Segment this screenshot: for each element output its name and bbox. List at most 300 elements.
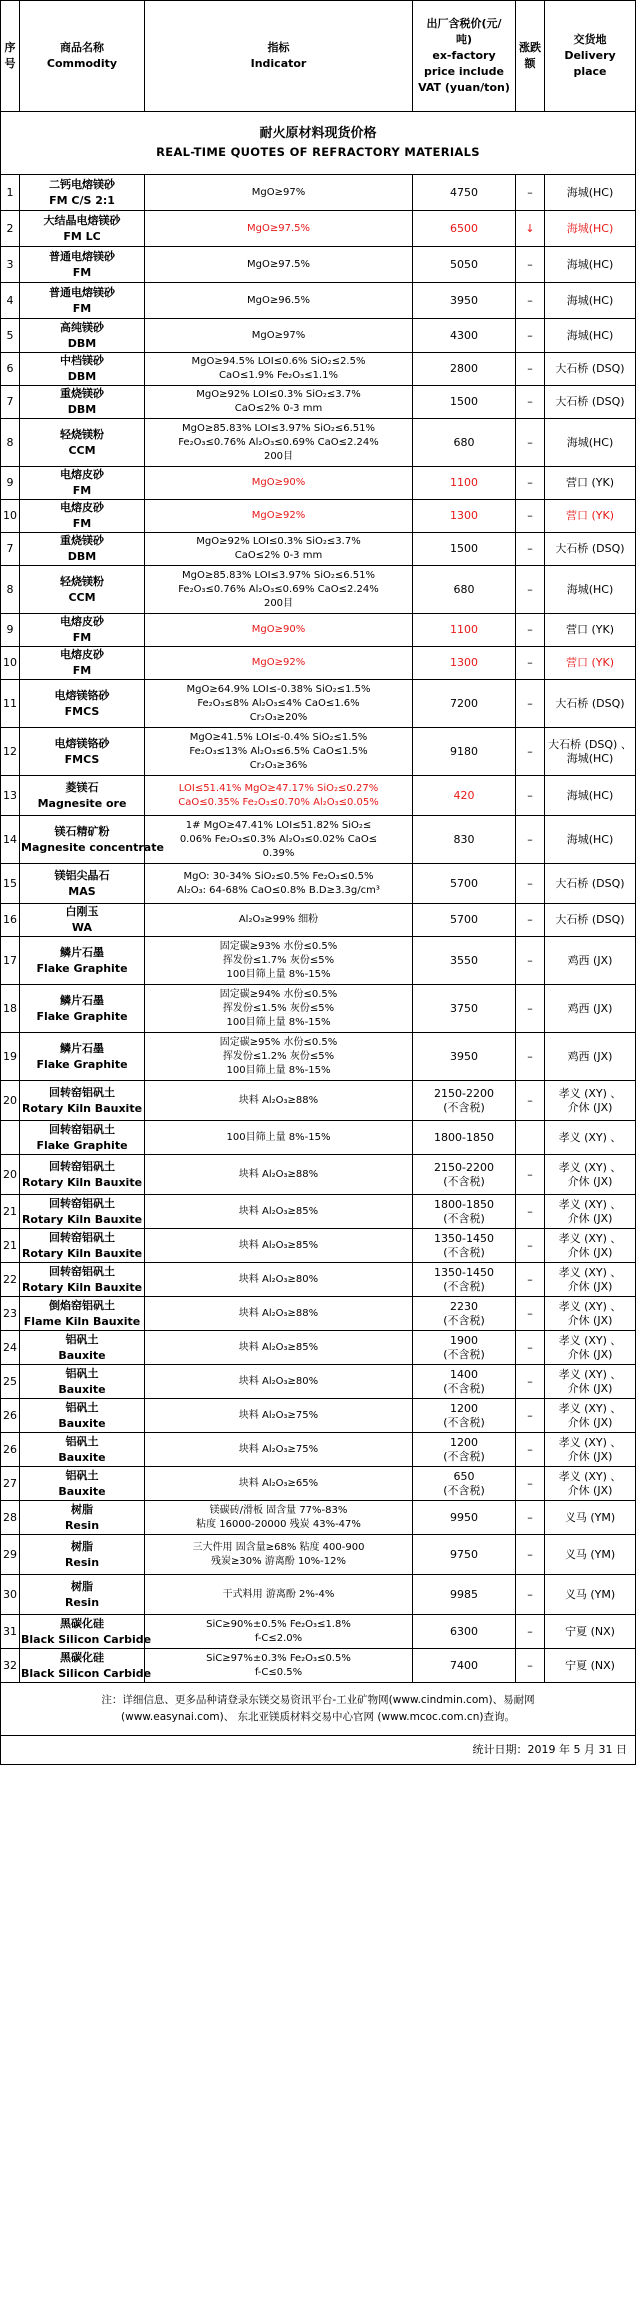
commodity-cell (20, 1195, 145, 1229)
indicator-cell-line: MgO≥90% (251, 477, 306, 488)
delivery-place-cell-line: 海城(HC) (566, 328, 614, 342)
price-cell-line: 7200 (450, 696, 478, 710)
commodity-cell-line: FM (72, 265, 92, 279)
change-cell: – (516, 1365, 545, 1399)
delivery-place-cell-line: 孝义 (XY) 、 (558, 1086, 622, 1100)
title-en: REAL-TIME QUOTES OF REFRACTORY MATERIALS (156, 145, 480, 159)
commodity-cell-line: 鳞片石墨 (60, 993, 104, 1007)
commodity-cell-line: 菱镁石 (65, 780, 99, 794)
price-cell-line: 680 (453, 582, 475, 596)
indicator-cell-line: MgO≥90% (251, 624, 306, 635)
commodity-cell-line: Flake Graphite (36, 1138, 128, 1152)
commodity-cell (20, 533, 145, 566)
price-cell (413, 985, 516, 1033)
delivery-place-cell (545, 937, 636, 985)
delivery-place-cell-line: 介休 (JX) (567, 1313, 613, 1327)
commodity-cell (20, 1433, 145, 1467)
indicator-cell-line: 挥发份≤1.5% 灰份≤5% (222, 1002, 335, 1014)
commodity-cell-line: 回转窑铝矾土 (49, 1122, 115, 1136)
price-cell-line: 1350-1450 (434, 1231, 494, 1245)
delivery-place-cell-line: 海城(HC) (566, 293, 614, 307)
indicator-cell-line: f-C≤0.5% (254, 1666, 303, 1678)
row-number: 3 (1, 247, 20, 283)
indicator-cell-line: MgO≥85.83% LOI≤3.97% SiO₂≤6.51% (181, 569, 376, 581)
indicator-cell-line: MgO: 30-34% SiO₂≤0.5% Fe₂O₃≤0.5% (183, 870, 374, 882)
row-number: 1 (1, 175, 20, 211)
header-row (1, 1, 636, 112)
table-row (1, 937, 636, 985)
commodity-cell (20, 247, 145, 283)
price-cell-line: (不含税) (443, 1415, 485, 1429)
commodity-cell-line: 回转窑铝矾土 (49, 1159, 115, 1173)
indicator-cell-line: MgO≥92% LOI≤0.3% SiO₂≤3.7% (196, 536, 361, 547)
price-cell (413, 1433, 516, 1467)
delivery-place-cell (545, 1033, 636, 1081)
price-cell (413, 1121, 516, 1155)
table-row (1, 776, 636, 816)
delivery-place-cell-line: 孝义 (XY) 、 (558, 1333, 622, 1347)
table-row (1, 1229, 636, 1263)
commodity-cell-line: Flake Graphite (36, 1057, 128, 1071)
commodity-cell (20, 467, 145, 500)
commodity-cell-line: Black Silicon Carbide (21, 1666, 152, 1680)
change-cell: – (516, 500, 545, 533)
change-cell: – (516, 1467, 545, 1501)
indicator-cell-line: MgO≥97% (251, 329, 306, 341)
row-number: 26 (1, 1433, 20, 1467)
row-number: 21 (1, 1229, 20, 1263)
table-row (1, 419, 636, 467)
price-cell (413, 1081, 516, 1121)
commodity-cell-line: 轻烧镁粉 (60, 427, 104, 441)
table-row (1, 1649, 636, 1683)
commodity-cell (20, 864, 145, 904)
delivery-place-cell-line: 大石桥 (DSQ) (555, 542, 625, 555)
price-cell (413, 500, 516, 533)
delivery-place-cell-line: 海城(HC) (566, 582, 614, 596)
indicator-cell-line: 块料 Al₂O₃≥85% (238, 1205, 319, 1217)
indicator-cell-line: 200目 (263, 450, 294, 462)
change-cell: – (516, 728, 545, 776)
delivery-place-cell-line: 营口 (YK) (565, 509, 614, 522)
indicator-cell-line: MgO≥97% (251, 186, 306, 198)
price-cell-line: 5700 (450, 876, 478, 890)
delivery-place-cell-line: 大石桥 (DSQ) 、 (548, 737, 632, 751)
indicator-cell (145, 985, 413, 1033)
commodity-cell-line: 普通电熔镁砂 (49, 285, 115, 299)
commodity-cell-line: 重烧镁砂 (60, 387, 104, 400)
commodity-cell-line: 镁铝尖晶石 (54, 868, 110, 882)
change-cell: – (516, 864, 545, 904)
commodity-cell-line: Rotary Kiln Bauxite (21, 1175, 143, 1189)
price-cell-line: 5050 (450, 257, 478, 271)
commodity-cell (20, 680, 145, 728)
price-cell-line: 4300 (450, 328, 478, 342)
price-cell (413, 319, 516, 353)
row-number: 8 (1, 566, 20, 614)
commodity-cell-line: FM C/S 2:1 (49, 193, 115, 207)
delivery-place-cell-line: 鸡西 (JX) (567, 953, 613, 967)
delivery-place-cell-line: 介休 (JX) (567, 1483, 613, 1497)
indicator-cell (145, 1121, 413, 1155)
price-cell-line: 680 (453, 435, 475, 449)
indicator-cell (145, 533, 413, 566)
price-cell-line: (不含税) (443, 1313, 485, 1327)
row-number: 20 (1, 1081, 20, 1121)
commodity-cell (20, 1331, 145, 1365)
indicator-cell-line: MgO≥85.83% LOI≤3.97% SiO₂≤6.51% (181, 422, 376, 434)
price-cell-line: 5700 (450, 913, 478, 926)
delivery-place-cell (545, 728, 636, 776)
commodity-cell (20, 1615, 152, 1649)
indicator-cell-line: 挥发份≤1.7% 灰份≤5% (222, 954, 335, 966)
price-cell-line: (不含税) (443, 1483, 485, 1497)
price-cell-line: 1300 (450, 509, 478, 522)
commodity-cell (20, 1033, 145, 1081)
commodity-cell-line: 黑碳化硅 (60, 1616, 104, 1630)
row-number: 21 (1, 1195, 20, 1229)
row-number: 23 (1, 1297, 20, 1331)
delivery-place-cell-line: 营口 (YK) (565, 656, 614, 669)
row-number: 30 (1, 1575, 20, 1615)
commodity-cell (20, 175, 145, 211)
price-cell-line: (不含税) (443, 1174, 485, 1188)
indicator-cell-line: 0.39% (262, 847, 295, 859)
change-cell: – (516, 247, 545, 283)
row-number: 24 (1, 1331, 20, 1365)
table-row (1, 1297, 636, 1331)
header-place: 交货地 Delivery place (545, 1, 636, 112)
indicator-cell (145, 904, 413, 937)
indicator-cell (145, 1365, 413, 1399)
table-body (1, 175, 636, 1683)
indicator-cell (145, 247, 413, 283)
indicator-cell-line: Fe₂O₃≤13% Al₂O₃≤6.5% CaO≤1.5% (189, 745, 368, 757)
table-row (1, 247, 636, 283)
row-number: 6 (1, 353, 20, 386)
change-cell: – (516, 566, 545, 614)
price-cell-line: 2230 (450, 1299, 478, 1313)
commodity-cell-line: Resin (64, 1595, 100, 1609)
indicator-cell-line: 块料 Al₂O₃≥75% (238, 1409, 319, 1421)
delivery-place-cell (545, 904, 636, 937)
table-row (1, 1433, 636, 1467)
row-number: 18 (1, 985, 20, 1033)
delivery-place-cell-line: 大石桥 (DSQ) (555, 362, 625, 375)
price-cell-line: 1300 (450, 656, 478, 669)
delivery-place-cell-line: 孝义 (XY) 、 (558, 1401, 622, 1415)
indicator-cell-line: 挥发份≤1.2% 灰份≤5% (222, 1050, 335, 1062)
table-row (1, 864, 636, 904)
indicator-cell-line: 固定碳≥93% 水份≤0.5% (219, 940, 338, 952)
commodity-cell-line: DBM (67, 550, 97, 563)
row-number: 32 (1, 1649, 20, 1683)
price-cell (413, 647, 516, 680)
change-cell: – (516, 175, 545, 211)
commodity-cell-line: 白刚玉 (65, 905, 99, 918)
price-cell-line: 1500 (450, 395, 478, 408)
indicator-cell (145, 1081, 413, 1121)
table-row (1, 904, 636, 937)
indicator-cell-line: CaO≤2% 0-3 mm (234, 550, 323, 561)
price-cell (413, 211, 516, 247)
commodity-cell (20, 353, 145, 386)
delivery-place-cell (545, 353, 636, 386)
commodity-cell (20, 386, 145, 419)
price-cell-line: 650 (453, 1469, 475, 1483)
delivery-place-cell-line: 海城(HC) (566, 788, 614, 802)
commodity-cell (20, 985, 145, 1033)
delivery-place-cell (545, 1155, 636, 1195)
commodity-cell-line: 中档镁砂 (60, 354, 104, 367)
delivery-place-cell-line: 介休 (JX) (567, 1415, 613, 1429)
row-number: 16 (1, 904, 20, 937)
commodity-cell-line: Resin (64, 1518, 100, 1532)
price-cell-line: 9985 (450, 1587, 478, 1601)
delivery-place-cell-line: 孝义 (XY) 、 (558, 1299, 622, 1313)
indicator-cell-line: MgO≥97.5% (247, 222, 310, 234)
indicator-cell (145, 647, 413, 680)
indicator-cell-line: 块料 Al₂O₃≥75% (238, 1443, 319, 1455)
table-row (1, 1365, 636, 1399)
delivery-place-cell (545, 1229, 636, 1263)
price-cell (413, 467, 516, 500)
delivery-place-cell (545, 175, 636, 211)
indicator-cell-line: SiC≥90%±0.5% Fe₂O₃≤1.8% (206, 1618, 351, 1630)
row-number: 31 (1, 1615, 20, 1649)
commodity-cell-line: 镁石精矿粉 (54, 824, 110, 838)
indicator-cell (145, 353, 413, 386)
price-cell (413, 1649, 516, 1683)
delivery-place-cell (545, 816, 636, 864)
commodity-cell-line: CCM (68, 590, 96, 604)
indicator-cell (145, 1467, 413, 1501)
indicator-cell (145, 319, 413, 353)
indicator-cell-line: Cr₂O₃≥36% (249, 759, 308, 771)
indicator-cell (145, 680, 413, 728)
commodity-cell (20, 566, 145, 614)
note-line: 注：详细信息、更多品种请登录东镁交易资讯平台-工业矿物网(www.cindmin.com)、易耐网 (101, 1694, 535, 1706)
delivery-place-cell (545, 211, 636, 247)
price-cell-line: 1500 (450, 542, 478, 555)
delivery-place-cell (545, 1263, 636, 1297)
delivery-place-cell-line: 海城(HC) (566, 257, 614, 271)
delivery-place-cell (545, 1121, 636, 1155)
change-cell: – (516, 1081, 545, 1121)
change-cell: – (516, 1331, 545, 1365)
indicator-cell-line: MgO≥97.5% (247, 258, 310, 270)
delivery-place-cell (545, 283, 636, 319)
table-row (1, 728, 636, 776)
change-cell: – (516, 1033, 545, 1081)
price-cell (413, 1575, 516, 1615)
price-cell (413, 937, 516, 985)
commodity-cell (20, 1467, 145, 1501)
commodity-cell (20, 319, 145, 353)
change-cell: – (516, 1575, 545, 1615)
row-number: 7 (1, 386, 20, 419)
commodity-cell (20, 904, 145, 937)
price-cell (413, 728, 516, 776)
commodity-cell-line: 黑碳化硅 (60, 1650, 104, 1664)
delivery-place-cell (545, 647, 636, 680)
commodity-cell (20, 1365, 145, 1399)
commodity-cell (20, 1575, 145, 1615)
price-cell-line: 9750 (450, 1547, 478, 1561)
indicator-cell (145, 467, 413, 500)
delivery-place-cell (545, 1649, 636, 1683)
indicator-cell-line: MgO≥94.5% LOI≤0.6% SiO₂≤2.5% (191, 356, 366, 367)
commodity-cell-line: 回转窑铝矾土 (49, 1230, 115, 1244)
indicator-cell (145, 1331, 413, 1365)
row-number: 10 (1, 647, 20, 680)
delivery-place-cell-line: 大石桥 (DSQ) (555, 395, 625, 408)
delivery-place-cell-line: 介休 (JX) (567, 1449, 613, 1463)
delivery-place-cell-line: 营口 (YK) (565, 623, 614, 636)
delivery-place-cell (545, 1195, 636, 1229)
commodity-cell-line: 电熔皮砂 (60, 648, 104, 661)
indicator-cell (145, 1195, 413, 1229)
delivery-place-cell (545, 1535, 636, 1575)
price-cell-line: (不含税) (443, 1347, 485, 1361)
table-row (1, 614, 636, 647)
indicator-cell-line: MgO≥64.9% LOI≤-0.38% SiO₂≤1.5% (186, 683, 371, 695)
commodity-cell-line: 树脂 (71, 1579, 93, 1593)
indicator-cell-line: 块料 Al₂O₃≥80% (238, 1273, 319, 1285)
delivery-place-cell-line: 义马 (YM) (564, 1547, 616, 1561)
delivery-place-cell-line: 孝义 (XY) 、 (558, 1265, 622, 1279)
table-row (1, 1033, 636, 1081)
delivery-place-cell (545, 1575, 636, 1615)
row-number: 4 (1, 283, 20, 319)
change-cell: – (516, 319, 545, 353)
stat-date: 统计日期：2019 年 5 月 31 日 (1, 1736, 636, 1765)
change-cell: – (516, 283, 545, 319)
price-cell-line: 830 (453, 832, 475, 846)
price-cell-line: 1200 (450, 1435, 478, 1449)
indicator-cell-line: 三大件用 固含量≥68% 粘度 400-900 (192, 1541, 365, 1553)
change-cell: – (516, 776, 545, 816)
indicator-cell-line: MgO≥92% LOI≤0.3% SiO₂≤3.7% (196, 389, 361, 400)
price-cell-line: 1900 (450, 1333, 478, 1347)
row-number: 28 (1, 1501, 20, 1535)
indicator-cell-line: Fe₂O₃≤0.76% Al₂O₃≤0.69% CaO≤2.24% (178, 583, 379, 595)
commodity-cell-line: 树脂 (71, 1539, 93, 1553)
delivery-place-cell (545, 247, 636, 283)
indicator-cell-line: CaO≤2% 0-3 mm (234, 403, 323, 414)
indicator-cell-line: 块料 Al₂O₃≥65% (238, 1477, 319, 1489)
indicator-cell-line: 100目筛上量 8%-15% (226, 1064, 331, 1076)
price-cell-line: 4750 (450, 185, 478, 199)
header-indicator: 指标 Indicator (145, 1, 413, 112)
price-cell (413, 864, 516, 904)
commodity-cell-line: Magnesite concentrate (21, 840, 164, 854)
table-row (1, 1615, 636, 1649)
header-no: 序 号 (1, 1, 20, 112)
table-row (1, 1195, 636, 1229)
row-number: 9 (1, 467, 20, 500)
delivery-place-cell (545, 776, 636, 816)
row-number: 29 (1, 1535, 20, 1575)
commodity-cell-line: DBM (67, 336, 97, 350)
row-number: 25 (1, 1365, 20, 1399)
indicator-cell-line: MgO≥92% (251, 510, 306, 521)
commodity-cell-line: Flake Graphite (36, 961, 128, 975)
title-cn: 耐火原材料现货价格 (259, 126, 377, 141)
price-cell (413, 776, 516, 816)
row-number: 15 (1, 864, 20, 904)
table-row (1, 533, 636, 566)
commodity-cell (20, 776, 145, 816)
commodity-cell (20, 1649, 152, 1683)
price-cell (413, 904, 516, 937)
indicator-cell (145, 1263, 413, 1297)
commodity-cell-line: 电熔皮砂 (60, 615, 104, 628)
commodity-cell (20, 728, 145, 776)
delivery-place-cell (545, 614, 636, 647)
price-cell-line: 2150-2200 (434, 1160, 494, 1174)
commodity-cell-line: 重烧镁砂 (60, 534, 104, 547)
delivery-place-cell-line: 大石桥 (DSQ) (555, 696, 625, 710)
change-cell: – (516, 985, 545, 1033)
indicator-cell-line: MgO≥92% (251, 657, 306, 668)
row-number: 26 (1, 1399, 20, 1433)
indicator-cell-line: Al₂O₃≥99% 细粉 (238, 914, 319, 925)
delivery-place-cell (545, 319, 636, 353)
indicator-cell (145, 566, 413, 614)
commodity-cell-line: FM (72, 301, 92, 315)
table-row (1, 1263, 636, 1297)
change-cell: – (516, 1155, 545, 1195)
commodity-cell-line: DBM (67, 403, 97, 416)
delivery-place-cell-line: 大石桥 (DSQ) (555, 913, 625, 926)
table-title (1, 112, 636, 175)
delivery-place-cell-line: 介休 (JX) (567, 1279, 613, 1293)
change-cell: – (516, 904, 545, 937)
row-number: 10 (1, 500, 20, 533)
commodity-cell-line: Bauxite (58, 1450, 106, 1464)
indicator-cell (145, 1649, 413, 1683)
table-row (1, 1467, 636, 1501)
row-number: 2 (1, 211, 20, 247)
commodity-cell (20, 816, 164, 864)
row-number: 8 (1, 419, 20, 467)
change-cell: – (516, 1433, 545, 1467)
commodity-cell (20, 1081, 145, 1121)
commodity-cell-line: Bauxite (58, 1416, 106, 1430)
price-cell (413, 419, 516, 467)
delivery-place-cell-line: 孝义 (XY) 、 (558, 1435, 622, 1449)
commodity-cell-line: 回转窑铝矾土 (49, 1085, 115, 1099)
delivery-place-cell (545, 566, 636, 614)
price-cell-line: 1800-1850 (434, 1130, 494, 1144)
delivery-place-cell-line: 海城(HC) (566, 751, 614, 765)
price-cell (413, 816, 516, 864)
commodity-cell (20, 283, 145, 319)
price-cell-line: (不含税) (443, 1100, 485, 1114)
commodity-cell-line: FMCS (64, 704, 100, 718)
commodity-cell-line: 电熔皮砂 (60, 468, 104, 481)
commodity-cell-line: WA (71, 921, 93, 934)
delivery-place-cell-line: 孝义 (XY) 、 (558, 1160, 622, 1174)
commodity-cell-line: 大结晶电熔镁砂 (43, 213, 121, 227)
indicator-cell-line: 块料 Al₂O₃≥88% (238, 1307, 319, 1319)
commodity-cell-line: MAS (68, 884, 96, 898)
indicator-cell-line: 1# MgO≥47.41% LOI≤51.82% SiO₂≤ (185, 819, 372, 831)
commodity-cell (20, 500, 145, 533)
price-cell (413, 1263, 516, 1297)
indicator-cell-line: MgO≥41.5% LOI≤-0.4% SiO₂≤1.5% (189, 731, 368, 743)
